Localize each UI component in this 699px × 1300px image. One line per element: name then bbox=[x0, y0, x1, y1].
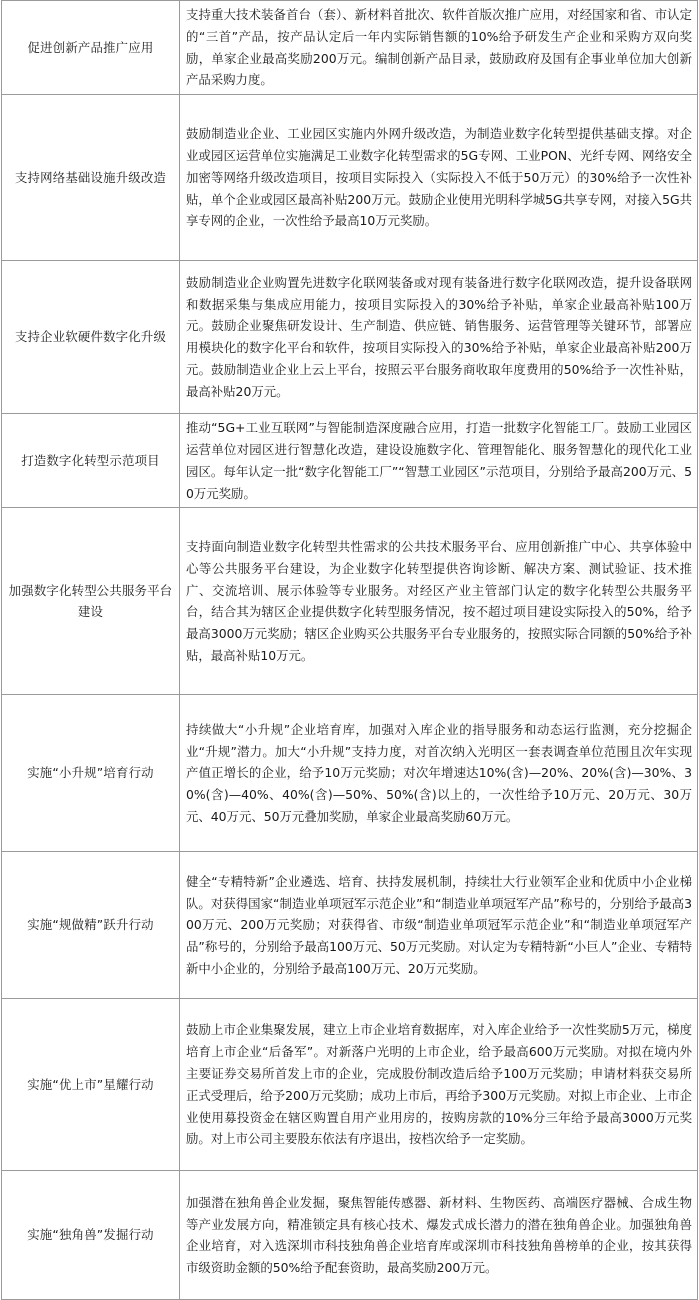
row-title: 实施“优上市”星耀行动 bbox=[2, 999, 180, 1171]
row-content: 鼓励制造业企业、工业园区实施内外网升级改造，为制造业数字化转型提供基础支撑。对企业或园区运营单位实施满足工业数字化转型需求的5G专网、工业PON、光纤专网、网络安全加密等网络升级改造项目，按项目实际投入（实际投入不低于50万元）的30%给予一次性补贴，单个企业或园区最高补贴200万元。鼓励企业使用光明科学城5G共享专网，对接入5G共享专网的企业，一次性给予最高10万元奖励。 bbox=[180, 95, 698, 261]
row-content: 持续做大“小升规”企业培育库，加强对入库企业的指导服务和动态运行监测，充分挖掘企业“升规”潜力。加大“小升规”支持力度，对首次纳入光明区一套表调查单位范围且次年实现产值正增长的企业，给予10万元奖励；对次年增速达10%(含)—20%、20%(含)—30%、30%(含)—40%、40%(含)—50%、50%(含)以上的，一次性给予10万元、20万元、30万元、40万元、50万元叠加奖励，单家企业最高奖励60万元。 bbox=[180, 695, 698, 852]
table-row bbox=[2, 999, 698, 1171]
row-title: 支持企业软硬件数字化升级 bbox=[2, 261, 180, 414]
row-title: 实施“规做精”跃升行动 bbox=[2, 852, 180, 999]
row-content: 支持面向制造业数字化转型共性需求的公共技术服务平台、应用创新推广中心、共享体验中心等公共服务平台建设，为企业数字化转型提供咨询诊断、解决方案、测试验证、技术推广、交流培训、展示体验等专业服务。对经区产业主管部门认定的数字化转型公共服务平台，结合其为辖区企业提供数字化转型服务情况，按不超过项目建设实际投入的50%，给予最高3000万元奖励；辖区企业购买公共服务平台专业服务的，按照实际合同额的50%给予补贴，最高补贴10万元。 bbox=[180, 508, 698, 695]
row-title: 加强数字化转型公共服务平台建设 bbox=[2, 508, 180, 695]
row-title: 实施“独角兽”发掘行动 bbox=[2, 1171, 180, 1300]
row-title: 实施“小升规”培育行动 bbox=[2, 695, 180, 852]
table-row bbox=[2, 414, 698, 508]
row-content: 鼓励制造业企业购置先进数字化联网装备或对现有装备进行数字化联网改造，提升设备联网和数据采集与集成应用能力，按项目实际投入的30%给予补贴，单家企业最高补贴100万元。鼓励企业聚焦研发设计、生产制造、供应链、销售服务、运营管理等关键环节，部署应用模块化的数字化平台和软件，按项目实际投入的30%给予补贴，单家企业最高补贴200万元。鼓励制造业企业上云上平台，按照云平台服务商收取年度费用的50%给予一次性补贴，最高补贴20万元。 bbox=[180, 261, 698, 414]
table-row bbox=[2, 508, 698, 695]
row-title: 打造数字化转型示范项目 bbox=[2, 414, 180, 508]
row-title: 促进创新产品推广应用 bbox=[2, 1, 180, 95]
table-row bbox=[2, 695, 698, 852]
table-row bbox=[2, 1, 698, 95]
row-content: 推动“5G+工业互联网”与智能制造深度融合应用，打造一批数字化智能工厂。鼓励工业园区运营单位对园区进行智慧化改造，建设设施数字化、管理智能化、服务智慧化的现代化工业园区。每年认定一批“数字化智能工厂”“智慧工业园区”示范项目，分别给予最高200万元、50万元奖励。 bbox=[180, 414, 698, 508]
table-row bbox=[2, 1171, 698, 1300]
row-content: 健全“专精特新”企业遴选、培育、扶持发展机制，持续壮大行业领军企业和优质中小企业梯队。对获得国家“制造业单项冠军示范企业”和“制造业单项冠军产品”称号的，分别给予最高300万元、200万元奖励；对获得省、市级“制造业单项冠军示范企业”和“制造业单项冠军产品”称号的，分别给予最高100万元、50万元奖励。对认定为专精特新“小巨人”企业、专精特新中小企业的，分别给予最高100万元、20万元奖励。 bbox=[180, 852, 698, 999]
row-title: 支持网络基础设施升级改造 bbox=[2, 95, 180, 261]
row-content: 鼓励上市企业集聚发展，建立上市企业培育数据库，对入库企业给予一次性奖励5万元，梯度培育上市企业“后备军”。对新落户光明的上市企业，给予最高600万元奖励。对拟在境内外主要证券交易所首发上市的企业，完成股份制改造后给予100万元奖励；申请材料获交易所正式受理后，给予200万元奖励；成功上市后，再给予300万元奖励。对拟上市企业、上市企业使用募投资金在辖区购置自用产业用房的，按购房款的10%分三年给予最高3000万元奖励。对上市公司主要股东依法有序退出，按档次给予一定奖励。 bbox=[180, 999, 698, 1171]
table-row bbox=[2, 95, 698, 261]
table-row bbox=[2, 261, 698, 414]
row-content: 加强潜在独角兽企业发掘，聚焦智能传感器、新材料、生物医药、高端医疗器械、合成生物等产业发展方向，精准锁定具有核心技术、爆发式成长潜力的潜在独角兽企业。加强独角兽企业培育，对入选深圳市科技独角兽企业培育库或深圳市科技独角兽榜单的企业，按其获得市级资助金额的50%给予配套资助，最高奖励200万元。 bbox=[180, 1171, 698, 1300]
policy-table bbox=[1, 0, 698, 1300]
row-content: 支持重大技术装备首台（套）、新材料首批次、软件首版次推广应用，对经国家和省、市认定的“三首”产品，按产品认定后一年内实际销售额的10%给予研发生产企业和采购方双向奖励，单家企业最高奖励200万元。编制创新产品目录，鼓励政府及国有企事业单位加大创新产品采购力度。 bbox=[180, 1, 698, 95]
table-row bbox=[2, 852, 698, 999]
